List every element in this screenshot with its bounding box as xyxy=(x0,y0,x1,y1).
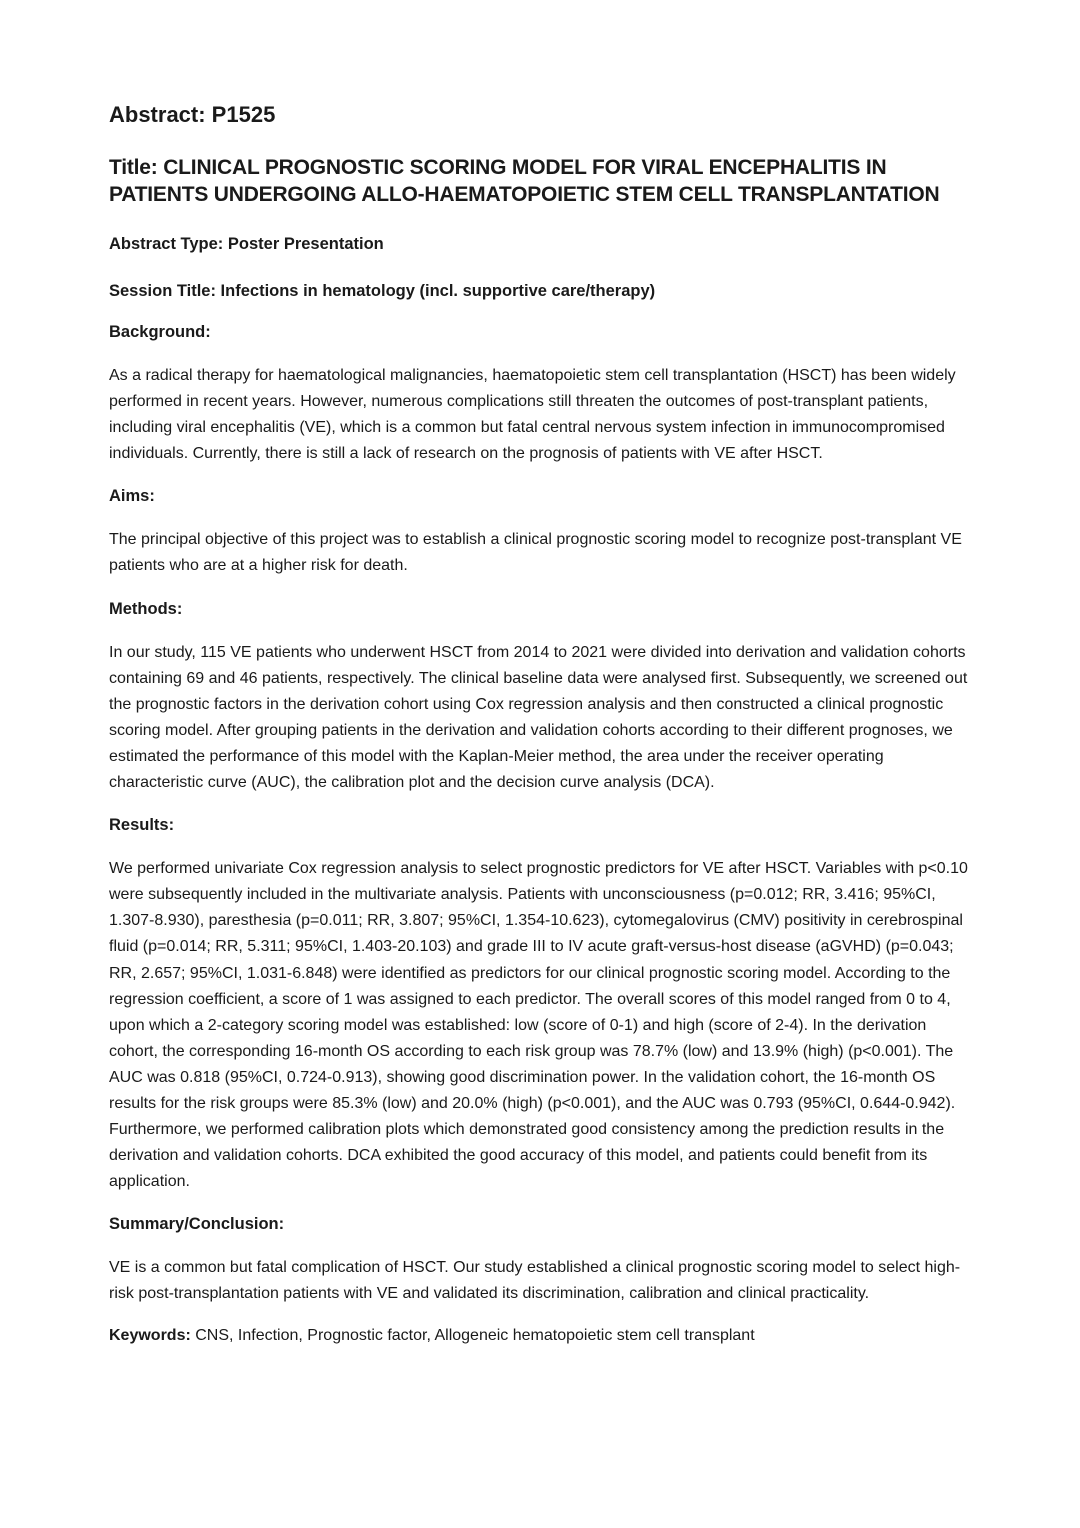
section-background xyxy=(109,320,977,467)
section-heading-background: Background: xyxy=(109,323,211,341)
abstract-document xyxy=(109,100,977,1349)
section-heading-methods: Methods: xyxy=(109,599,183,618)
section-heading-results: Results: xyxy=(109,816,175,835)
section-body-background: As a radical therapy for haematological malignancies, haematopoietic stem cell transplantation (HSCT) has been widely performed in recent years. However, numerous complications still threaten the outcomes of post-transplant patients, including viral encephalitis (VE), which is a common but fatal central nervous system infection in immunocompromised individuals. Currently, there is still a lack of research on the prognosis of patients with VE after HSCT. xyxy=(109,367,956,463)
keywords xyxy=(109,1323,977,1349)
section-methods xyxy=(109,597,977,797)
session-title: Session Title: Infections in hematology (incl. supportive care/therapy) xyxy=(109,282,656,300)
section-aims xyxy=(109,484,977,579)
section-conclusion xyxy=(109,1212,977,1307)
section-body-conclusion: VE is a common but fatal complication of HSCT. Our study established a clinical prognostic scoring model to select high-risk post-transplantation patients with VE and validated its discrimination, calibration and clinical practicality. xyxy=(109,1259,961,1303)
keywords-label: Keywords: xyxy=(109,1326,191,1344)
section-heading-aims: Aims: xyxy=(109,487,155,506)
keywords-value: CNS, Infection, Prognostic factor, Allogeneic hematopoietic stem cell transplant xyxy=(190,1326,755,1344)
section-body-results: We performed univariate Cox regression analysis to select prognostic predictors for VE after HSCT. Variables with p<0.10 were subsequently included in the multivariate analysis. Patients with unconsciousness (p=0.012; RR, 3.416; 95%CI, 1.307-8.930), paresthesia (p=0.011; RR, 3.807; 95%CI, 1.354-10.623), cytomegalovirus (CMV) positivity in cerebrospinal fluid (p=0.014; RR, 5.311; 95%CI, 1.403-20.103) and grade III to IV acute graft-versus-host disease (aGVHD) (p=0.043; RR, 2.657; 95%CI, 1.031-6.848) were identified as predictors for our clinical prognostic scoring model. According to the regression coefficient, a score of 1 was assigned to each predictor. The overall scores of this model ranged from 0 to 4, upon which a 2-category scoring model was established: low (score of 0-1) and high (score of 2-4). In the derivation cohort, the corresponding 16-month OS according to each risk group was 78.7% (low) and 13.9% (high) (p<0.001). The AUC was 0.818 (95%CI, 0.724-0.913), showing good discrimination power. In the validation cohort, the 16-month OS results for the risk groups were 85.3% (low) and 20.0% (high) (p<0.001), and the AUC was 0.793 (95%CI, 0.644-0.942). Furthermore, we performed calibration plots which demonstrated good consistency among the prediction results in the derivation and validation cohorts. DCA exhibited the good accuracy of this model, and patients could benefit from its application. xyxy=(109,860,968,1191)
section-heading-conclusion: Summary/Conclusion: xyxy=(109,1215,285,1234)
abstract-id: Abstract: P1525 xyxy=(109,102,276,127)
section-body-methods: In our study, 115 VE patients who underwent HSCT from 2014 to 2021 were divided into derivation and validation cohorts containing 69 and 46 patients, respectively. The clinical baseline data were analysed first. Subsequently, we screened out the prognostic factors in the derivation cohort using Cox regression analysis and then constructed a clinical prognostic scoring model. After grouping patients in the derivation and validation cohorts according to their different prognoses, we estimated the performance of this model with the Kaplan-Meier method, the area under the receiver operating characteristic curve (AUC), the calibration plot and the decision curve analysis (DCA). xyxy=(109,643,968,792)
section-body-aims: The principal objective of this project was to establish a clinical prognostic scoring model to recognize post-transplant VE patients who are at a higher risk for death. xyxy=(109,531,962,575)
abstract-title: Title: CLINICAL PROGNOSTIC SCORING MODEL FOR VIRAL ENCEPHALITIS IN PATIENTS UNDERGOING ALLO-HAEMATOPOIETIC STEM CELL TRANSPLANTATION xyxy=(109,156,940,206)
section-results xyxy=(109,813,977,1195)
abstract-type: Abstract Type: Poster Presentation xyxy=(109,235,384,253)
